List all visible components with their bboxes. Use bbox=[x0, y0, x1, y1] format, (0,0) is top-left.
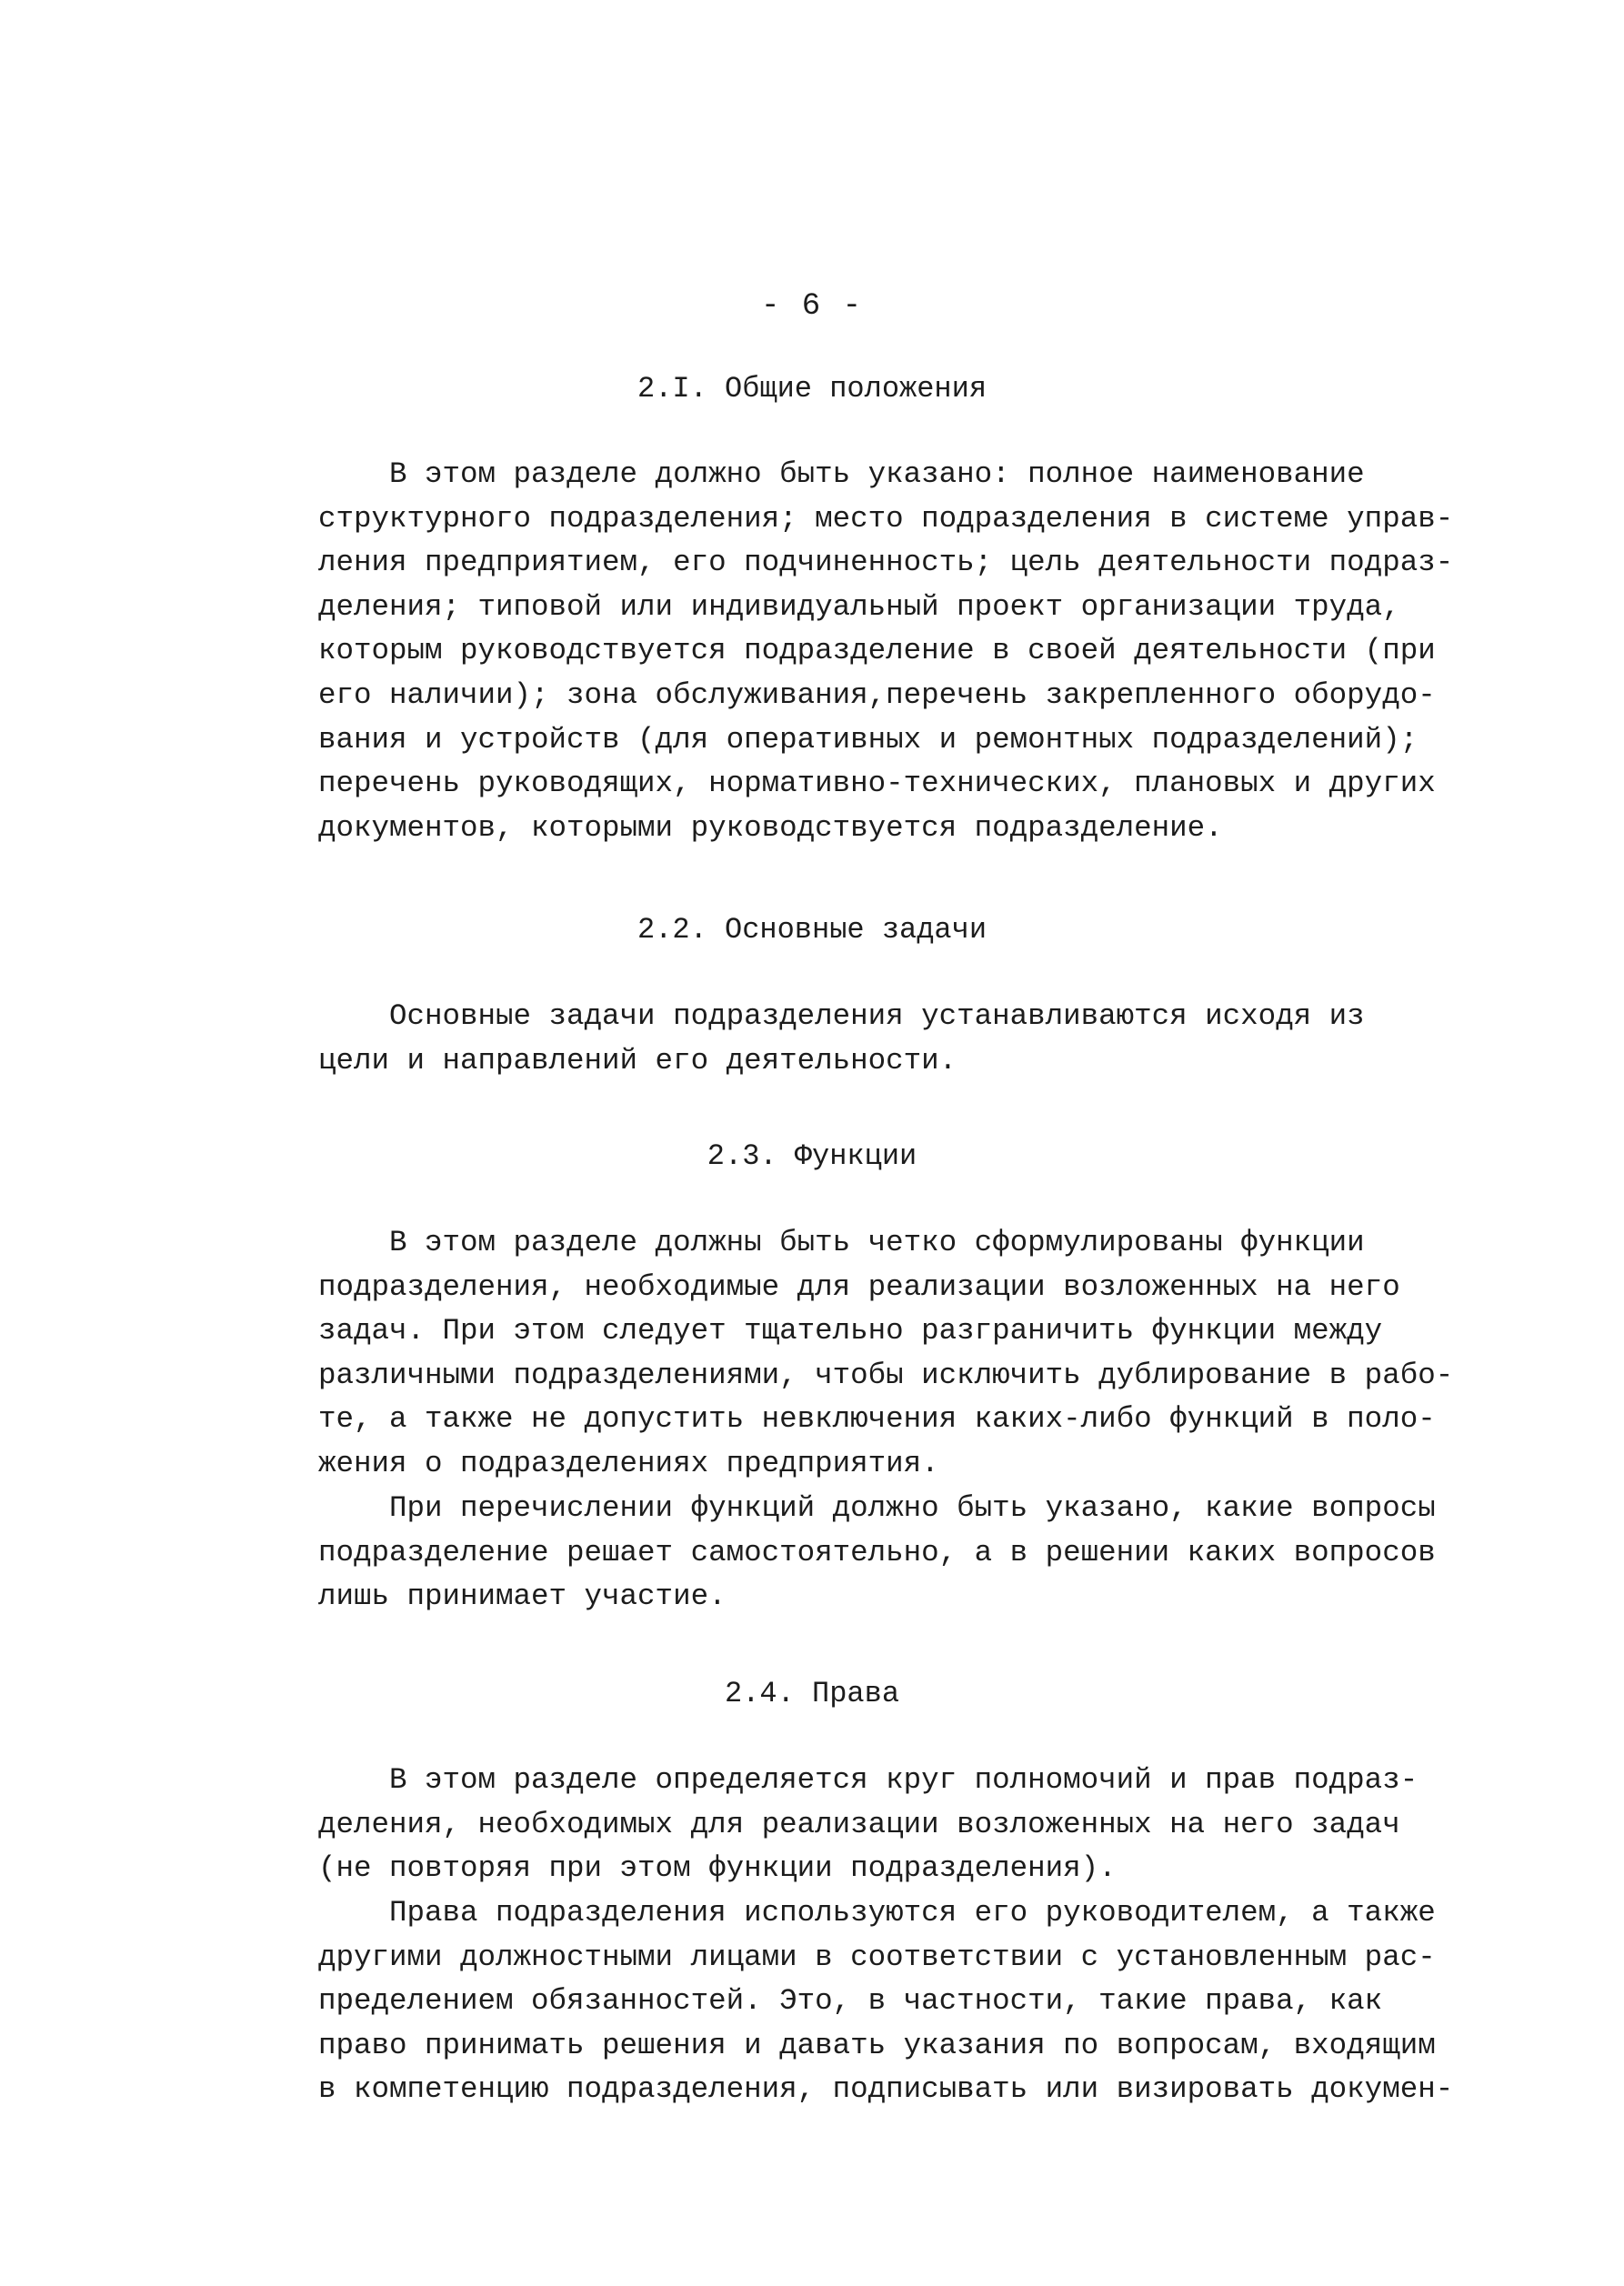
page-number: - 6 - bbox=[760, 289, 864, 324]
text-line: пределением обязанностей. Это, в частности, такие права, как bbox=[318, 1984, 1383, 2019]
text-line: цели и направлений его деятельности. bbox=[318, 1043, 957, 1078]
text-line: те, а также не допустить невключения каких-либо функций в поло- bbox=[318, 1402, 1436, 1437]
text-line: деления; типовой или индивидуальный проект организации труда, bbox=[318, 589, 1400, 624]
section-rights-paragraph-1 bbox=[318, 1759, 1491, 1891]
text-line: вания и устройств (для оперативных и ремонтных подразделений); bbox=[318, 722, 1418, 757]
text-line: жения о подразделениях предприятия. bbox=[318, 1446, 939, 1480]
section-functions-paragraph-2 bbox=[318, 1487, 1491, 1619]
text-line: задач. При этом следует тщательно разграничить функции между bbox=[318, 1314, 1383, 1349]
text-line: В этом разделе должны быть четко сформулированы функции bbox=[318, 1226, 1365, 1259]
section-rights-paragraph-2 bbox=[318, 1891, 1491, 2112]
text-line: Права подразделения используются его руководителем, а также bbox=[318, 1896, 1436, 1930]
text-line: его наличии); зона обслуживания,перечень закрепленного оборудо- bbox=[318, 677, 1436, 712]
text-line: (не повторяя при этом функции подразделения). bbox=[318, 1851, 1117, 1886]
section-heading-rights: 2.4. Права bbox=[724, 1677, 900, 1710]
text-line: которым руководствуется подразделение в своей деятельности (при bbox=[318, 634, 1436, 668]
text-line: Основные задачи подразделения устанавливаются исходя из bbox=[318, 999, 1365, 1033]
text-line: ления предприятием, его подчиненность; цель деятельности подраз- bbox=[318, 546, 1454, 580]
text-line: лишь принимает участие. bbox=[318, 1579, 727, 1614]
section-general-paragraph-1 bbox=[318, 453, 1491, 850]
text-line: деления, необходимых для реализации возложенных на него задач bbox=[318, 1807, 1400, 1841]
section-heading-general: 2.I. Общие положения bbox=[637, 372, 987, 406]
text-line: подразделение решает самостоятельно, а в решении каких вопросов bbox=[318, 1535, 1436, 1569]
section-main-tasks-paragraph-1 bbox=[318, 995, 1491, 1083]
text-line: В этом разделе должно быть указано: полное наименование bbox=[318, 457, 1365, 491]
text-line: При перечислении функций должно быть указано, какие вопросы bbox=[318, 1491, 1436, 1525]
section-heading-functions: 2.3. Функции bbox=[707, 1139, 917, 1173]
text-line: в компетенцию подразделения, подписывать или визировать докумен- bbox=[318, 2072, 1454, 2107]
text-line: различными подразделениями, чтобы исключить дублирование в рабо- bbox=[318, 1358, 1454, 1392]
text-line: другими должностными лицами в соответствии с установленным рас- bbox=[318, 1940, 1436, 1974]
text-line: право принимать решения и давать указания по вопросам, входящим bbox=[318, 2028, 1436, 2062]
section-functions-paragraph-1 bbox=[318, 1221, 1491, 1487]
text-line: перечень руководящих, нормативно-технических, плановых и других bbox=[318, 767, 1436, 801]
text-line: подразделения, необходимые для реализации возложенных на него bbox=[318, 1269, 1400, 1304]
section-heading-main-tasks: 2.2. Основные задачи bbox=[637, 913, 987, 947]
text-line: документов, которыми руководствуется подразделение. bbox=[318, 810, 1223, 845]
text-line: В этом разделе определяется круг полномочий и прав подраз- bbox=[318, 1763, 1418, 1797]
text-line: структурного подразделения; место подразделения в системе управ- bbox=[318, 501, 1454, 536]
